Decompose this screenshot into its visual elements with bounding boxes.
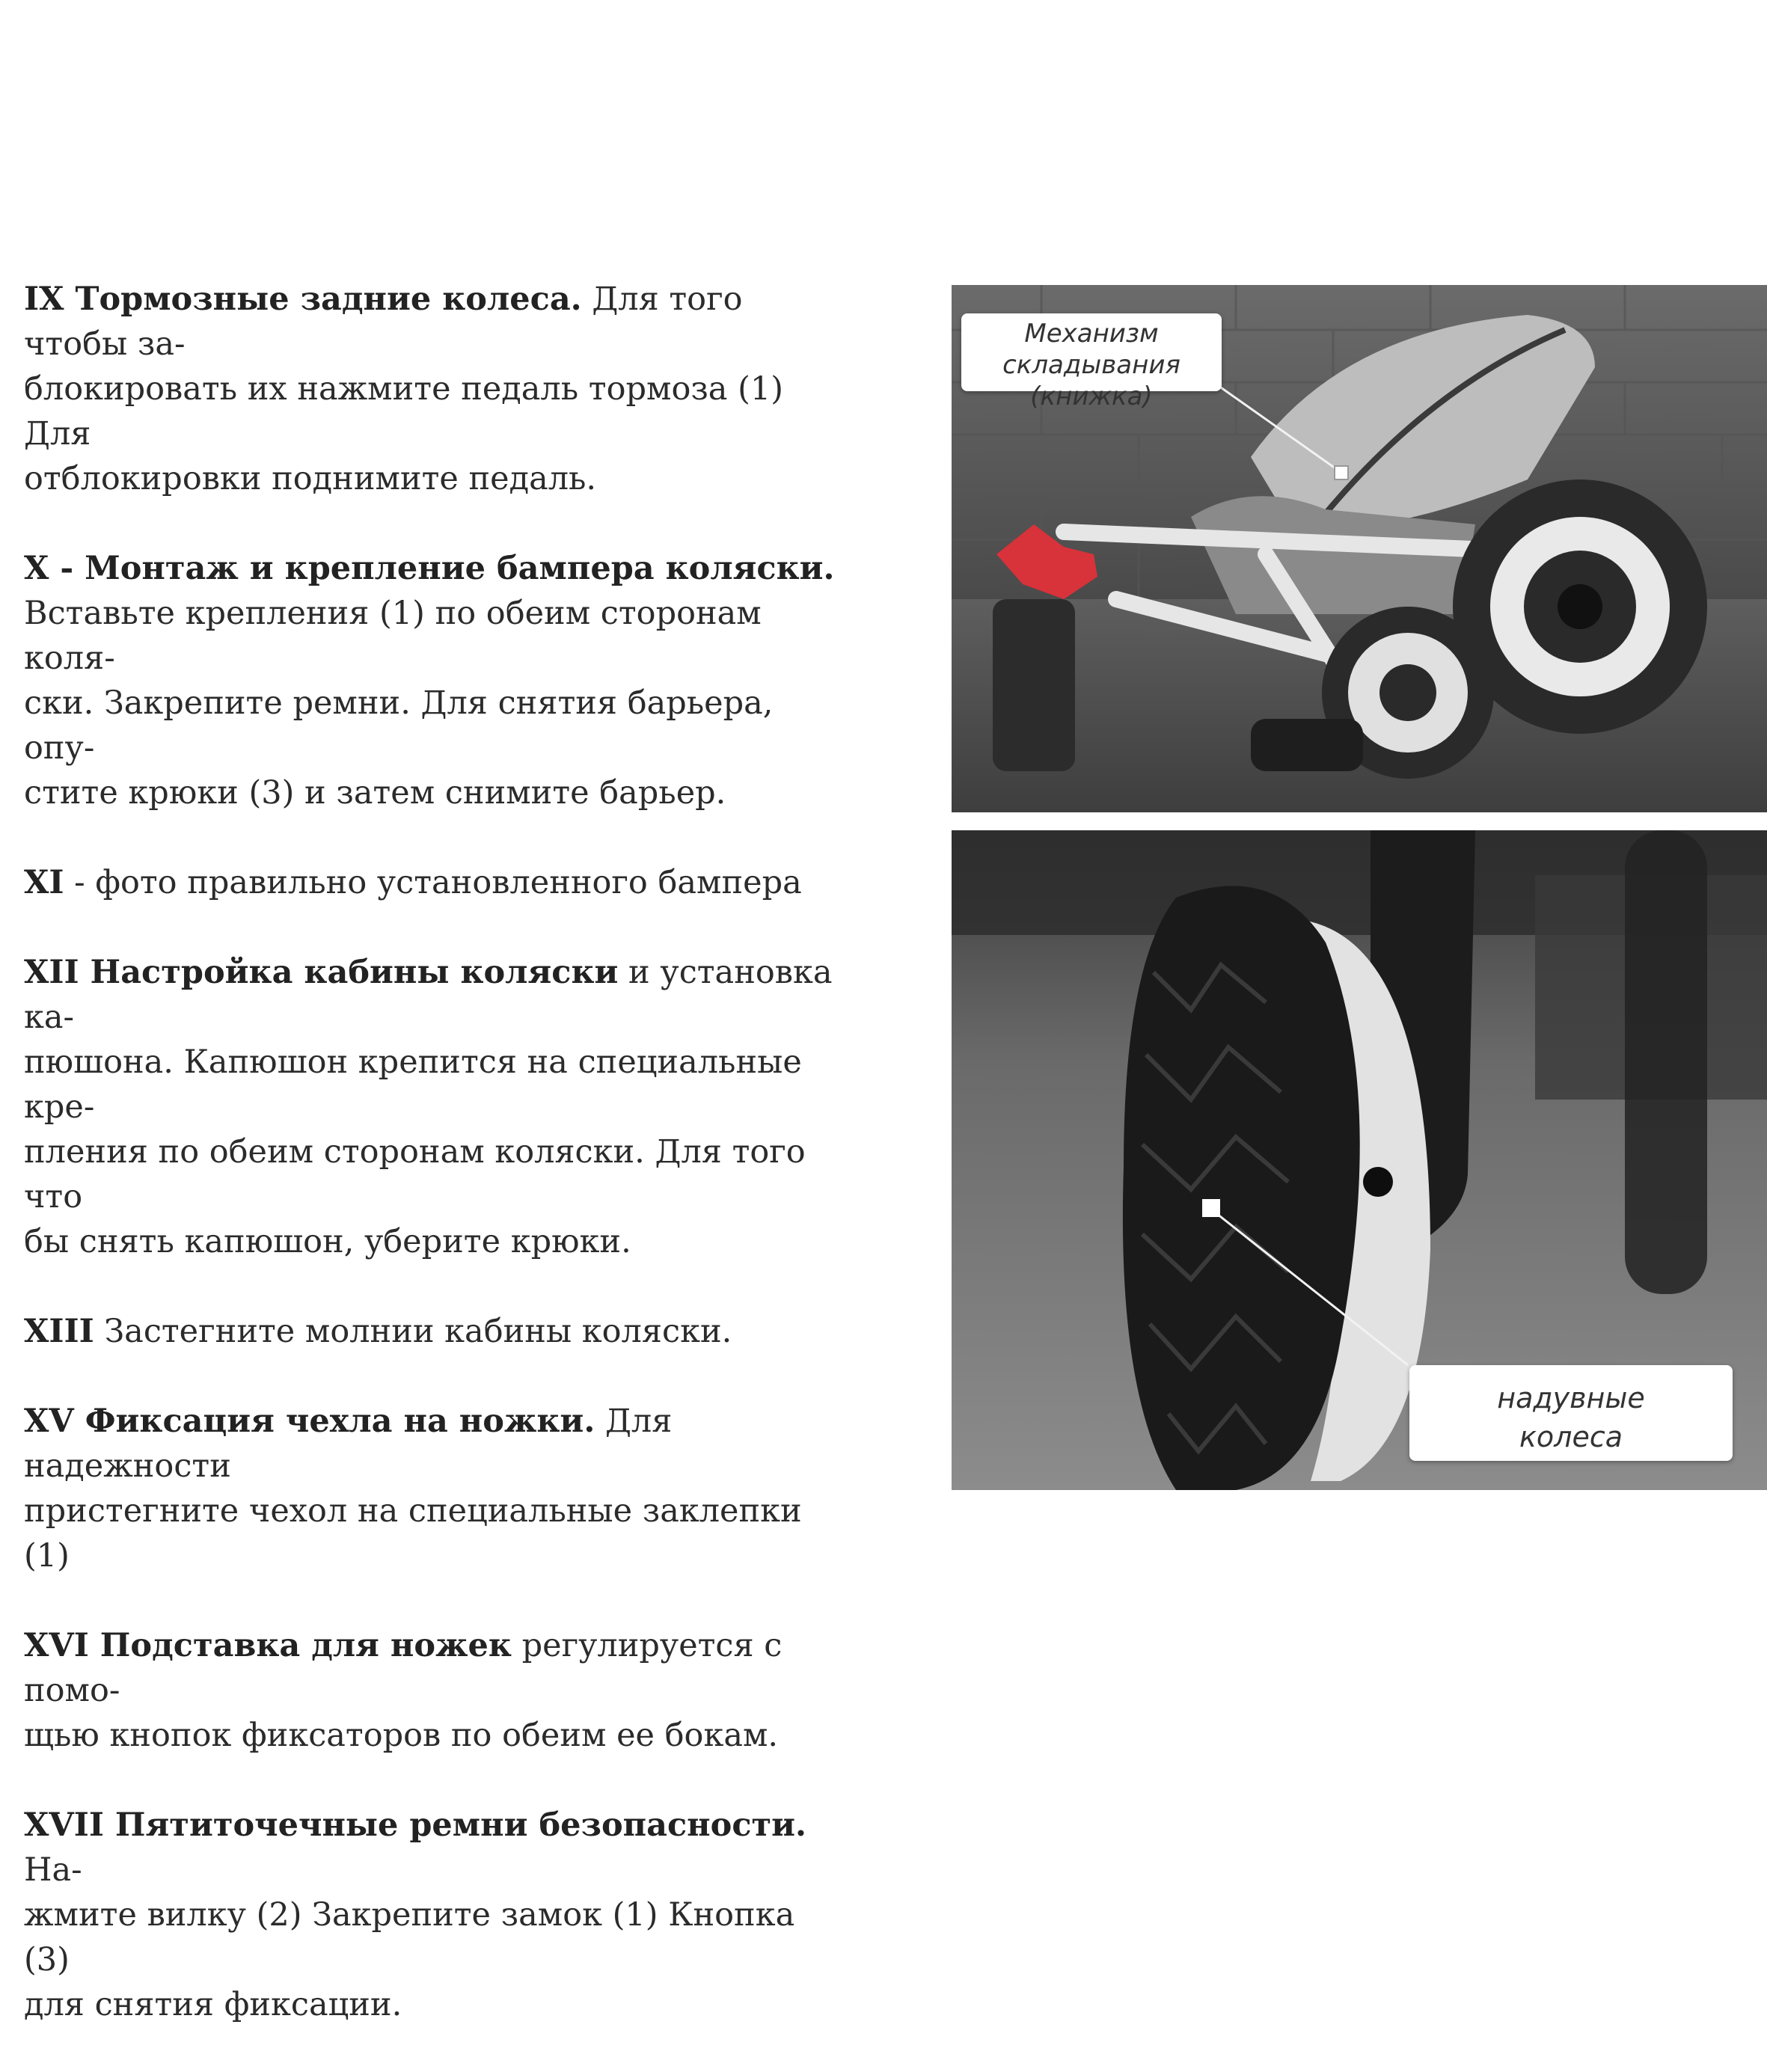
text-xii: и установка ка- — [24, 954, 833, 1036]
text-xiii: Застегните молнии кабины коляски. — [94, 1313, 732, 1350]
paragraph-xiii — [24, 1309, 839, 1354]
paragraph-xv — [24, 1399, 839, 1578]
callout-top-line-1: Механизм — [1024, 319, 1159, 349]
paragraph-xvi — [24, 1623, 839, 1758]
text-xii-line-0: пюшона. Капюшон крепится на специальные кре- — [24, 1043, 802, 1126]
text-xvi: регулируется с помо- — [24, 1627, 783, 1709]
callout-bottom-line-2: колеса — [1519, 1420, 1623, 1453]
text-ix-line-1: блокировать их нажмите педаль тормоза (1) Для — [24, 370, 784, 453]
text-x-line-0: Вставьте крепления (1) по обеим сторонам коля- — [24, 595, 762, 677]
heading-xvi: XVI Подставка для ножек — [24, 1627, 512, 1664]
instructions-text — [24, 277, 839, 2072]
text-xvi-line-0: щью кнопок фиксаторов по обеим ее бокам. — [24, 1717, 779, 1754]
heading-xvii: XVII Пятиточечные ремни безопасности. — [24, 1806, 807, 1844]
heading-ix: IX Тормозные задние колеса. — [24, 281, 582, 318]
text-x-line-1: ски. Закрепите ремни. Для снятия барьера, опу- — [24, 684, 774, 767]
text-xv: Для надежности — [24, 1403, 673, 1485]
text-xi: - фото правильно установленного бампера — [64, 864, 802, 901]
callout-top-line-2: складывания (книжка) — [1002, 350, 1180, 411]
paragraph-ix — [24, 277, 839, 501]
heading-xi: XI — [24, 864, 64, 901]
text-ix: Для того чтобы за- — [24, 281, 743, 363]
paragraph-xvii — [24, 1803, 839, 2027]
text-ix-line-2: отблокировки поднимите педаль. — [24, 460, 597, 497]
text-x-line-2: стите крюки (3) и затем снимите барьер. — [24, 774, 726, 812]
paragraph-x — [24, 546, 839, 815]
paragraph-xi — [24, 860, 839, 905]
heading-x: X - Монтаж и крепление бампера коляски. — [24, 550, 835, 587]
folded-stroller-photo — [952, 285, 1767, 812]
text-xvii-line-0: жмите вилку (2) Закрепите замок (1) Кнопка (3) — [24, 1896, 795, 1978]
heading-xii: XII Настройка кабины коляски — [24, 954, 619, 991]
heading-xiii: XIII — [24, 1313, 94, 1350]
folding-mechanism-callout — [961, 313, 1222, 411]
inflatable-wheel-photo — [952, 830, 1767, 1490]
pointer-marker — [1202, 1199, 1220, 1217]
heading-xv: XV Фиксация чехла на ножки. — [24, 1403, 595, 1440]
paragraph-xii — [24, 950, 839, 1264]
inflatable-wheels-callout — [1409, 1365, 1733, 1461]
text-xvii-line-1: для снятия фиксации. — [24, 1986, 402, 2023]
text-xii-line-2: бы снять капюшон, уберите крюки. — [24, 1223, 631, 1260]
callout-bottom-line-1: надувные — [1497, 1382, 1645, 1414]
text-xv-line-0: пристегните чехол на специальные заклепки (1) — [24, 1492, 802, 1575]
text-xii-line-1: пления по обеим сторонам коляски. Для того что — [24, 1133, 806, 1216]
pointer-marker — [1335, 466, 1348, 479]
text-xvii: На- — [24, 1851, 82, 1889]
